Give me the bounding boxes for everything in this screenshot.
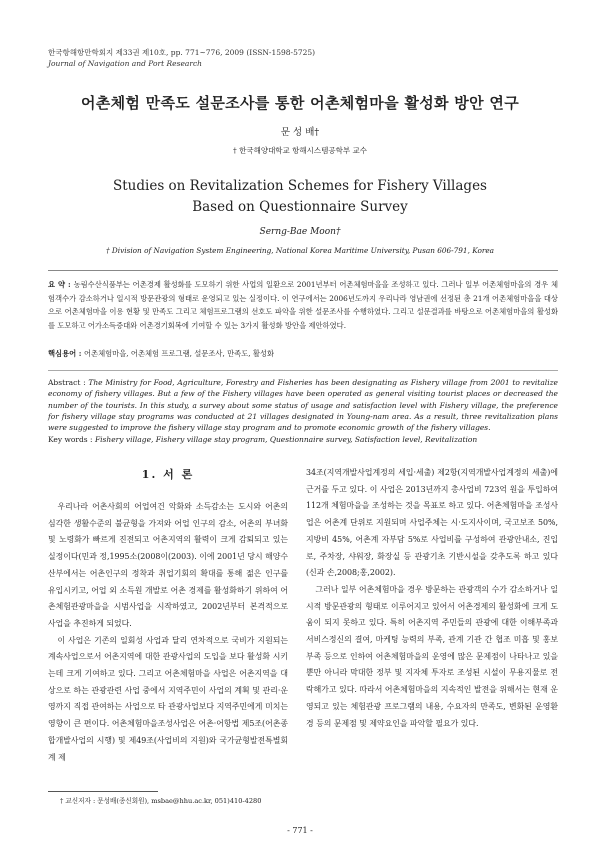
title-korean: 어촌체험 만족도 설문조사를 통한 어촌체험마을 활성화 방안 연구	[81, 94, 519, 112]
footnote-divider	[48, 791, 158, 792]
paragraph: 이 사업은 기존의 일회성 사업과 달리 연차적으로 국비가 지원되는 계속사업으로서 어촌지역에 대한 관광사업의 도입을 보다 활성화 시키는데 크게 기여하고 있다. 그리고 어촌체험마을 사업은 어촌지역을 대상으로 하는 관광관련 사업 중에서 지역주민이 사업의 계획 및 관리·운영까지 직접 관여하는 사업으로 타 관광사업보다 지역주민에게 미치는 영향이 큰 편이다. 어촌체험마을조성사업은 어촌·어항법 제5조(어촌종합개발사업의 시행) 및 제49조(사업비의 지원)와 국가균형발전특별회계 제	[48, 635, 288, 762]
abstract-english-label: Abstract :	[48, 378, 89, 387]
journal-header	[48, 47, 315, 69]
keywords-korean-label: 핵심용어 :	[48, 349, 84, 358]
divider-middle	[48, 370, 558, 371]
author-english: Serng-Bae Moon†	[259, 227, 341, 237]
abstract-korean-label: 요 약 :	[48, 280, 74, 289]
divider-top	[48, 270, 558, 271]
journal-citation-kr: 한국항해항만학회지 제33권 제10호, pp. 771~776, 2009 (ISSN-1598-5725)	[48, 48, 316, 57]
footnote-corresponding-author: † 교신저자 : 문성배(종신회원), msbae@hhu.ac.kr, 051)410-4280	[60, 797, 262, 805]
author-korean: 문 성 배†	[280, 127, 320, 138]
section-heading-introduction: 1. 서 론	[141, 468, 195, 481]
keywords-korean-text: 어촌체험마을, 어촌체험 프로그램, 설문조사, 만족도, 활성화	[83, 349, 275, 358]
keywords-english	[48, 435, 558, 444]
paragraph: 그러나 일부 어촌체험마을 경우 방문하는 관광객의 수가 감소하거나 일시적 방문관광의 형태로 이루어지고 있어서 어촌경제의 활성화에 크게 도움이 되지 못하고 있다. 특히 어촌지역 주민들의 관광에 대한 이해부족과 서비스정신의 결여, 마케팅 능력의 부족, 관계 기관 간 협조 미흡 및 홍보부족 등으로 인하여 어촌체험마을의 운영에 많은 문제점이 나타나고 있을 뿐만 아니라 막대한 정부 및 지자체 투자로 조성된 시설이 무용지물로 전락해가고 있다. 따라서 어촌체험마을의 지속적인 발전을 위해서는 현재 운영되고 있는 체험관광 프로그램의 내용, 수요자의 만족도, 변화된 운영환경 등의 문제점 및 제약요인을 파악할 필요가 있다.	[306, 584, 558, 728]
paragraph: 우리나라 어촌사회의 어업여건 악화와 소득감소는 도시와 어촌의 심각한 생활수준의 불균형을 가져와 어업 인구의 감소, 어촌의 부녀화 및 노령화가 빠르게 진전되고 어촌지역의 활력이 크게 감퇴되고 있는 실정이다(민과 정,1995소(2008이(2003). 이에 2001년 당시 해양수산부에서는 어촌인구의 정착과 취업기회의 확대를 통해 젊은 인구를 유입시키고, 어업 외 소득원 개발로 어촌 경제를 활성화하기 위하여 어촌체험관광마을을 시범사업을 시작하였고, 2002년부터 본격적으로 사업을 추진하게 되었다.	[48, 502, 288, 628]
paragraph: 34조(지역개발사업계정의 세입·세출) 제2항(지역개발사업계정의 세출)에 근거를 두고 있다. 이 사업은 2013년까지 총사업비 723억 원을 투입하여 112개 체험마을을 조성하는 것을 목표로 하고 있다. 어촌체험마을 조성사업은 어촌계 단위로 지원되며 사업주체는 시·도지사이며, 국고보조 50%, 지방비 45%, 어촌계 자부담 5%로 사업비를 구성하여 관광안내소, 진입로, 주차장, 샤워장, 화장실 등 관광기초 기반시설을 갖추도록 하고 있다(신과 손,2008;홍,2002).	[306, 468, 558, 578]
page-number: - 771 -	[287, 826, 313, 835]
keywords-english-label: Key words :	[48, 435, 95, 444]
title-english-line1: Studies on Revitalization Schemes for Fishery Villages	[113, 178, 487, 194]
keywords-english-text: Fishery village, Fishery village stay program, Questionnaire survey, Satisfaction level, Revitalization	[94, 435, 478, 444]
affiliation-english: † Division of Navigation System Engineering, National Korea Maritime University, Pusan 606-791, Korea	[105, 246, 495, 255]
body-column-right	[306, 465, 558, 732]
keywords-korean	[48, 349, 558, 359]
abstract-english-text: The Ministry for Food, Agriculture, Forestry and Fisheries has been designating as Fishery village from 2001 to revitalize economy of fishery villages. But a few of the Fishery villages have been operated as general visiting tourist places or decreased the number of the tourists. In this study, a survey about some status of usage and satisfaction level with Fishery village, the preference for fishery village stay programs was conducted at 21 villages designated in Young-nam area. As a result, three revitalization plans were suggested to improve the fishery village stay program and to promote economic growth of the fishery villages.	[48, 378, 558, 433]
abstract-english	[48, 377, 558, 433]
affiliation-korean: † 한국해양대학교 항해시스템공학부 교수	[232, 146, 368, 155]
journal-name-en: Journal of Navigation and Port Research	[48, 59, 202, 68]
abstract-korean-text: 농림수산식품부는 어촌경제 활성화를 도모하기 위한 사업의 일환으로 2001년부터 어촌체험마을을 조성하고 있다. 그러나 일부 어촌체험마을의 경우 체험객수가 감소하거나 일시적 방문관광의 형태로 운영되고 있는 실정이다. 이 연구에서는 2006년도까지 우리나라 영남권에 선정된 총 21개 어촌체험마을을 대상으로 어촌체험마을 이용 현황 및 만족도 그리고 체험프로그램의 선호도 파악을 위한 설문조사를 수행하였다. 그리고 설문결과를 바탕으로 어촌체험마을의 활성화를 도모하고 어가소득증대와 어촌경기회복에 기여할 수 있는 3가지 활성화 방안을 제안하였다.	[48, 280, 558, 330]
abstract-korean	[48, 278, 558, 332]
title-english-line2: Based on Questionnaire Survey	[192, 199, 408, 215]
body-column-left	[48, 465, 288, 766]
title-english	[0, 176, 600, 218]
